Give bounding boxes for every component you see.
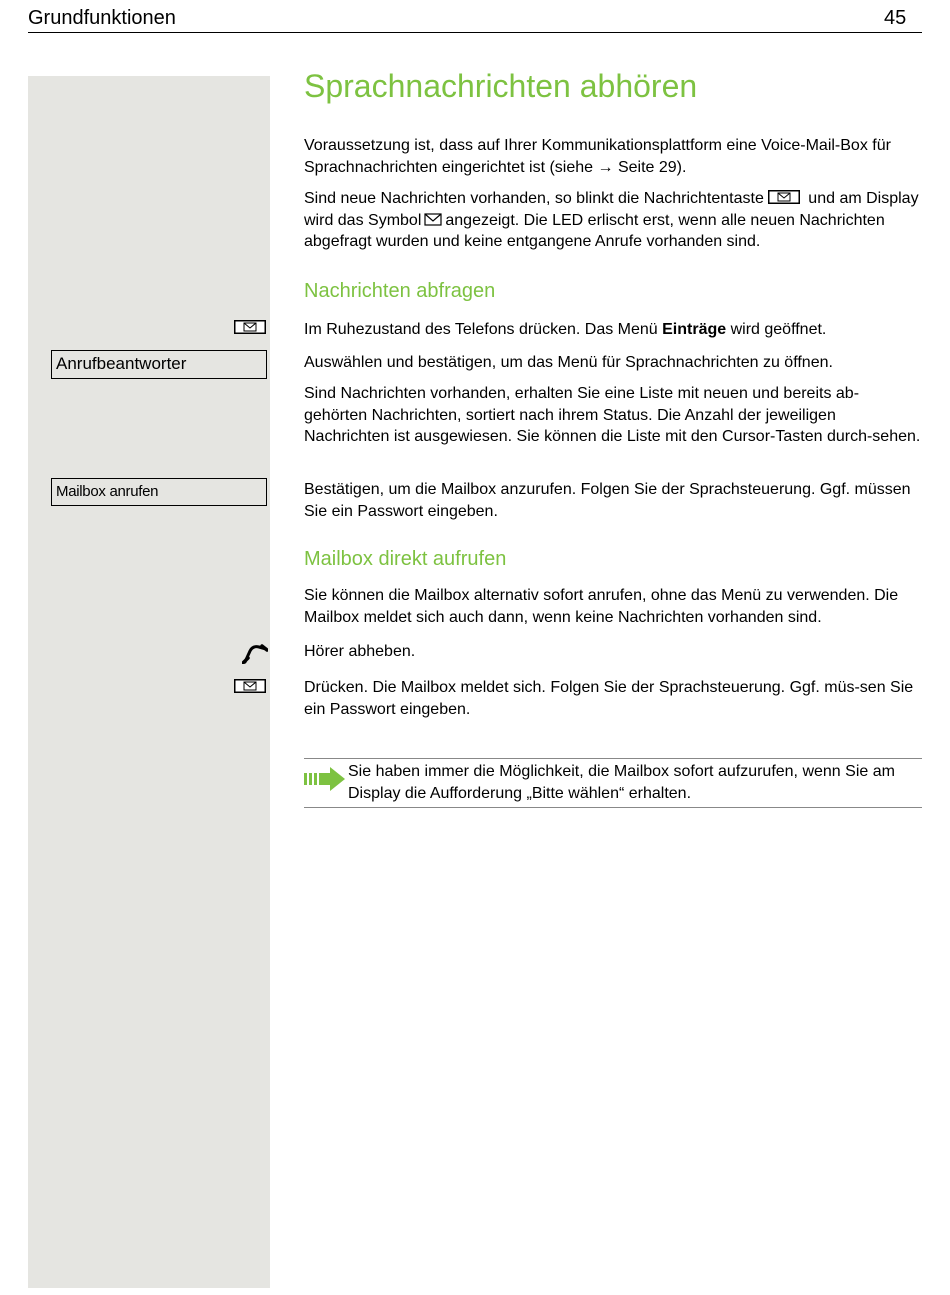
intro-paragraph-2 bbox=[304, 188, 922, 253]
abfragen-step-4: Bestätigen, um die Mailbox anzurufen. Folgen Sie der Sprachsteuerung. Ggf. müssen Sie ein Passwort eingeben. bbox=[304, 481, 911, 520]
note-text: Sie haben immer die Möglichkeit, die Mailbox sofort aufzurufen, wenn Sie am Display die Aufforderung „Bitte wählen“ erhalten. bbox=[348, 763, 895, 802]
section-heading-abfragen: Nachrichten abfragen bbox=[304, 280, 496, 302]
note-bottom-rule bbox=[304, 807, 922, 808]
abfragen-step-2: Auswählen und bestätigen, um das Menü für Sprachnachrichten zu öffnen. bbox=[304, 354, 833, 371]
mailbox-anrufen-menu-key: Mailbox anrufen bbox=[51, 478, 267, 506]
direkt-step-1: Hörer abheben. bbox=[304, 643, 416, 660]
envelope-key-icon bbox=[768, 190, 800, 204]
envelope-icon bbox=[424, 213, 442, 226]
step1-text-a: Im Ruhezustand des Telefons drücken. Das Menü bbox=[304, 321, 663, 338]
step1-text-b: wird geöffnet. bbox=[726, 321, 827, 338]
running-header-section: Grundfunktionen bbox=[28, 7, 176, 29]
menu-name-eintraege: Einträge bbox=[662, 321, 727, 338]
direkt-step-2: Drücken. Die Mailbox meldet sich. Folgen Sie der Sprachsteuerung. Ggf. müs-sen Sie ein Passwort eingeben. bbox=[304, 679, 914, 718]
section-heading-direkt: Mailbox direkt aufrufen bbox=[304, 548, 507, 570]
abfragen-step-1 bbox=[304, 319, 922, 341]
page-number: 45 bbox=[884, 7, 907, 29]
direkt-intro: Sie können die Mailbox alternativ sofort anrufen, ohne das Menü zu verwenden. Die Mailbox meldet sich auch dann, wenn keine Nachrichten vorhanden sind. bbox=[304, 587, 899, 626]
page-title: Sprachnachrichten abhören bbox=[304, 68, 698, 104]
anrufbeantworter-menu-key: Anrufbeantworter bbox=[51, 350, 267, 379]
intro-p2-text-b: und am Display wird das Symbol bbox=[304, 190, 919, 229]
intro-paragraph-1: Voraussetzung ist, dass auf Ihrer Kommunikationsplattform eine Voice-Mail-Box für Sprachnachrichten eingerichtet ist (siehe → Seite 29). bbox=[304, 137, 891, 176]
header-rule bbox=[28, 32, 922, 33]
envelope-key-icon bbox=[234, 320, 266, 334]
intro-p2-text-a: Sind neue Nachrichten vorhanden, so blinkt die Nachrichtentaste bbox=[304, 190, 764, 207]
note-arrow-icon bbox=[304, 766, 346, 792]
handset-lift-icon bbox=[242, 642, 268, 664]
note-top-rule bbox=[304, 758, 922, 759]
intro-p2-text-c: angezeigt. Die LED erlischt erst, wenn alle neuen Nachrichten abgefragt wurden und keine entgangene Anrufe vorhanden sind. bbox=[304, 211, 885, 250]
envelope-key-icon bbox=[234, 679, 266, 693]
abfragen-step-3: Sind Nachrichten vorhanden, erhalten Sie eine Liste mit neuen und bereits ab-gehörten Nachrichten, sortiert nach ihrem Status. Die Anzahl der jeweiligen Nachrichten ist ausgewiesen. Sie können die Liste mit den Cursor-Tasten durch-sehen. bbox=[304, 385, 921, 445]
